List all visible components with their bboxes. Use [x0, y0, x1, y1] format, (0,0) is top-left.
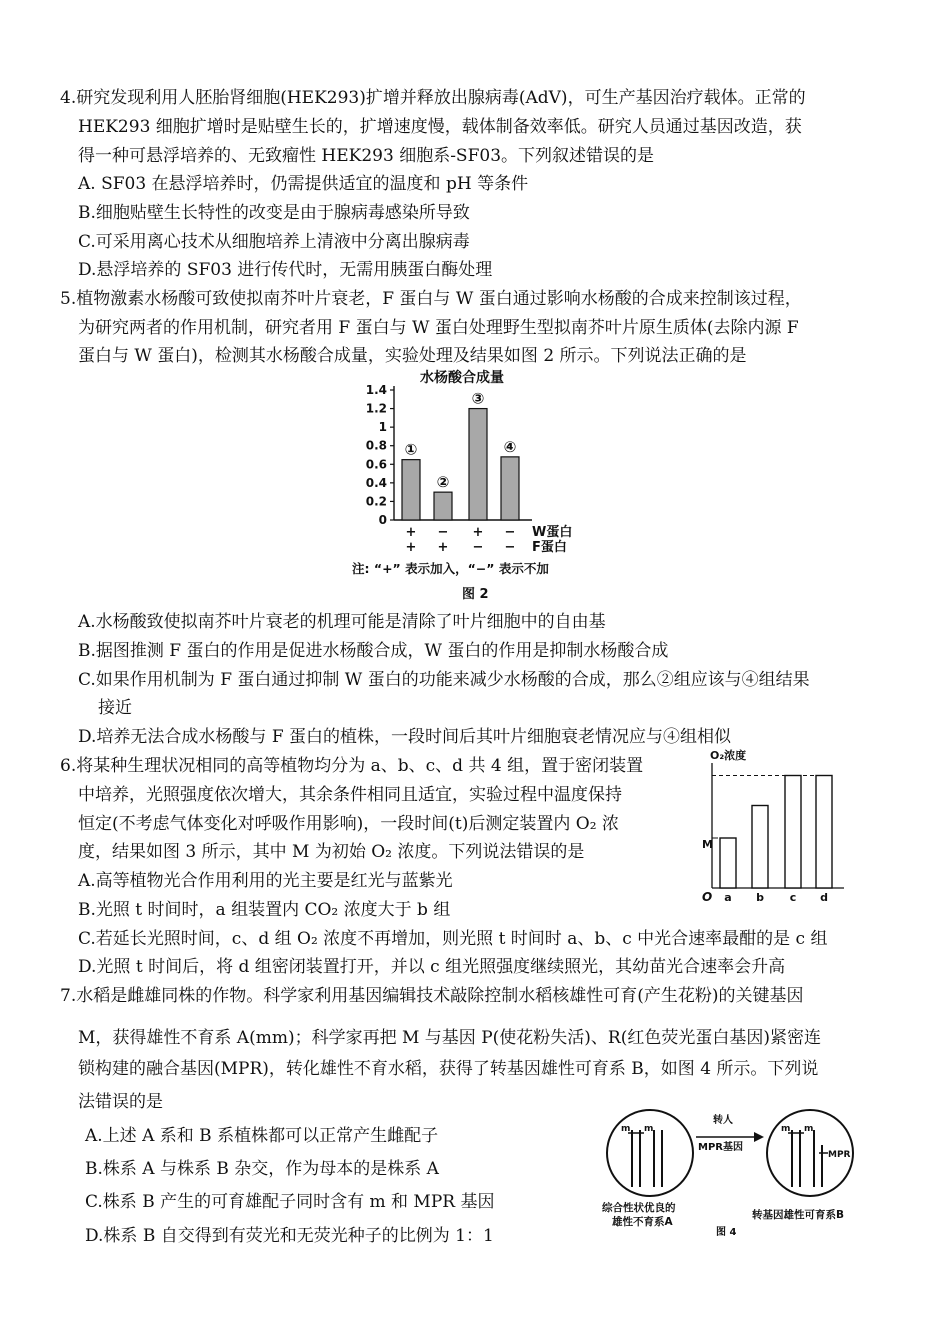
option-b: B.光照 t 时间时，a 组装置内 CO₂ 浓度大于 b 组: [78, 900, 451, 920]
bar-label: ③: [471, 389, 485, 408]
bar: [469, 409, 487, 520]
gene-m-label: m: [621, 1124, 631, 1134]
option-a: A.上述 A 系和 B 系植株都可以正常产生雌配子: [85, 1126, 439, 1146]
x-tick-label: d: [820, 891, 828, 904]
question-stem-line: 度，结果如图 3 所示，其中 M 为初始 O₂ 浓度。下列说法错误的是: [78, 842, 585, 862]
treatment-sign: +: [437, 540, 449, 555]
bar-label: ①: [404, 440, 418, 459]
reference-label: M: [702, 838, 713, 851]
option-d: D.株系 B 自交得到有荧光和无荧光种子的比例为 1：1: [85, 1226, 494, 1246]
question-stem-line: 为研究两者的作用机制，研究者用 F 蛋白与 W 蛋白处理野生型拟南芥叶片原生质体(去除内源 F: [78, 318, 799, 338]
bar: [816, 776, 832, 889]
treatment-label: F蛋白: [532, 540, 567, 555]
option-c: C.株系 B 产生的可育雄配子同时含有 m 和 MPR 基因: [85, 1192, 495, 1212]
salicylic-acid-bar-chart: [350, 368, 610, 606]
question-stem-line: 得一种可悬浮培养的、无致瘤性 HEK293 细胞系-SF03。下列叙述错误的是: [78, 146, 655, 166]
question-stem-line: 锁构建的融合基因(MPR)，转化雄性不育水稻，获得了转基因雄性可育系 B，如图 4 所示。下列说: [78, 1059, 819, 1079]
origin-label: O: [702, 890, 713, 904]
option-c: C.如果作用机制为 F 蛋白通过抑制 W 蛋白的功能来减少水杨酸的合成，那么②组应该与④组结果: [78, 670, 810, 690]
chart-note: 注: “+” 表示加入，“−” 表示不加: [352, 561, 549, 576]
y-tick-label: 1.4: [365, 383, 387, 397]
question-stem-line: 恒定(不考虑气体变化对呼吸作用影响)，一段时间(t)后测定装置内 O₂ 浓: [78, 814, 619, 834]
bar: [434, 492, 452, 520]
figure-4: [592, 1105, 867, 1244]
y-tick-label: 0: [378, 513, 387, 527]
figure-caption: 图 4: [716, 1227, 737, 1238]
treatment-label: W蛋白: [532, 525, 573, 540]
option-b: B.细胞贴壁生长特性的改变是由于腺病毒感染所导致: [78, 203, 470, 223]
gene-m-label: m: [781, 1124, 791, 1134]
question-stem-line: HEK293 细胞扩增时是贴壁生长的，扩增速度慢，载体制备效率低。研究人员通过基因改造，获: [78, 117, 802, 137]
question-stem-line: 中培养，光照强度依次增大，其余条件相同且适宜，实验过程中温度保持: [78, 785, 622, 805]
option-d: D.光照 t 时间后，将 d 组密闭装置打开，并以 c 组光照强度继续照光，其幼苗光合速率会升高: [78, 957, 786, 977]
option-b: B.株系 A 与株系 B 杂交，作为母本的是株系 A: [85, 1159, 439, 1179]
treatment-sign: −: [504, 540, 516, 555]
y-tick-label: 1.2: [365, 401, 387, 416]
o2-concentration-chart: [702, 747, 850, 905]
treatment-sign: −: [472, 540, 484, 555]
x-tick-label: b: [756, 891, 764, 904]
treatment-sign: −: [437, 525, 449, 540]
chart-title: 水杨酸合成量: [420, 370, 504, 386]
option-a: A.水杨酸致使拟南芥叶片衰老的机理可能是清除了叶片细胞中的自由基: [78, 612, 606, 632]
caption-a-line-1: 综合性状优良的: [602, 1202, 676, 1214]
cell-a-circle: [607, 1110, 693, 1196]
treatment-sign: −: [504, 525, 516, 540]
bar: [752, 806, 768, 889]
y-tick-label: 0.6: [365, 457, 387, 472]
x-tick-label: a: [724, 891, 732, 904]
question-stem-line: 6.将某种生理状况相同的高等植物均分为 a、b、c、d 共 4 组，置于密闭装置: [60, 756, 644, 776]
option-a: A.高等植物光合作用利用的光主要是红光与蓝紫光: [78, 871, 453, 891]
gene-mpr-label: MPR: [828, 1150, 851, 1160]
question-stem-line: 4.研究发现利用人胚胎肾细胞(HEK293)扩增并释放出腺病毒(AdV)，可生产基因治疗载体。正常的: [60, 88, 806, 108]
bar-label: ④: [503, 437, 517, 456]
treatment-sign: +: [472, 525, 484, 540]
question-stem-line: M，获得雄性不育系 A(mm)；科学家再把 M 与基因 P(使花粉失活)、R(红色荧光蛋白基因)紧密连: [78, 1028, 821, 1048]
bar: [720, 838, 736, 888]
figure-caption: 图 2: [462, 587, 489, 602]
option-d: D.培养无法合成水杨酸与 F 蛋白的植株，一段时间后其叶片细胞衰老情况应与④组相似: [78, 727, 732, 747]
option-b: B.据图推测 F 蛋白的作用是促进水杨酸合成，W 蛋白的作用是抑制水杨酸合成: [78, 641, 669, 661]
question-stem-line: 5.植物激素水杨酸可致使拟南芥叶片衰老，F 蛋白与 W 蛋白通过影响水杨酸的合成来控制该过程，: [60, 289, 802, 309]
y-axis-label: O₂浓度: [710, 749, 747, 762]
y-tick-label: 1: [378, 420, 387, 435]
option-d: D.悬浮培养的 SF03 进行传代时，无需用胰蛋白酶处理: [78, 260, 493, 280]
bar: [402, 460, 420, 520]
option-c: C.若延长光照时间，c、d 组 O₂ 浓度不再增加，则光照 t 时间时 a、b、c 中光合速率最酣的是 c 组: [78, 929, 828, 949]
figure-2: [350, 368, 610, 610]
treatment-sign: +: [405, 525, 417, 540]
x-tick-label: c: [789, 891, 797, 904]
bar: [785, 776, 801, 889]
gene-m-label: m: [644, 1124, 654, 1134]
y-tick-label: 0.2: [365, 494, 387, 509]
bar: [501, 457, 519, 520]
option-c-continued: 接近: [98, 698, 132, 718]
y-tick-label: 0.8: [365, 438, 387, 453]
figure-3: [702, 747, 850, 909]
y-tick-label: 0.4: [365, 475, 387, 490]
option-a: A. SF03 在悬浮培养时，仍需提供适宜的温度和 pH 等条件: [78, 174, 529, 194]
arrow-head-icon: [754, 1132, 764, 1142]
option-c: C.可采用离心技术从细胞培养上清液中分离出腺病毒: [78, 232, 470, 252]
arrow-label-top: 转人: [713, 1115, 733, 1126]
caption-b: 转基因雄性可育系B: [752, 1209, 845, 1221]
question-stem-line: 7.水稻是雌雄同株的作物。科学家利用基因编辑技术敲除控制水稻核雄性可育(产生花粉)的关键基因: [60, 986, 804, 1006]
gene-m-label: m: [804, 1124, 814, 1134]
question-stem-line: 法错误的是: [78, 1092, 163, 1112]
bar-label: ②: [436, 473, 450, 492]
arrow-label-bottom: MPR基因: [698, 1142, 743, 1153]
caption-a-line-2: 雄性不育系A: [612, 1216, 673, 1228]
treatment-sign: +: [405, 540, 417, 555]
question-stem-line: 蛋白与 W 蛋白)，检测其水杨酸合成量，实验处理及结果如图 2 所示。下列说法正确的是: [78, 346, 747, 366]
rice-line-diagram: [592, 1105, 867, 1240]
